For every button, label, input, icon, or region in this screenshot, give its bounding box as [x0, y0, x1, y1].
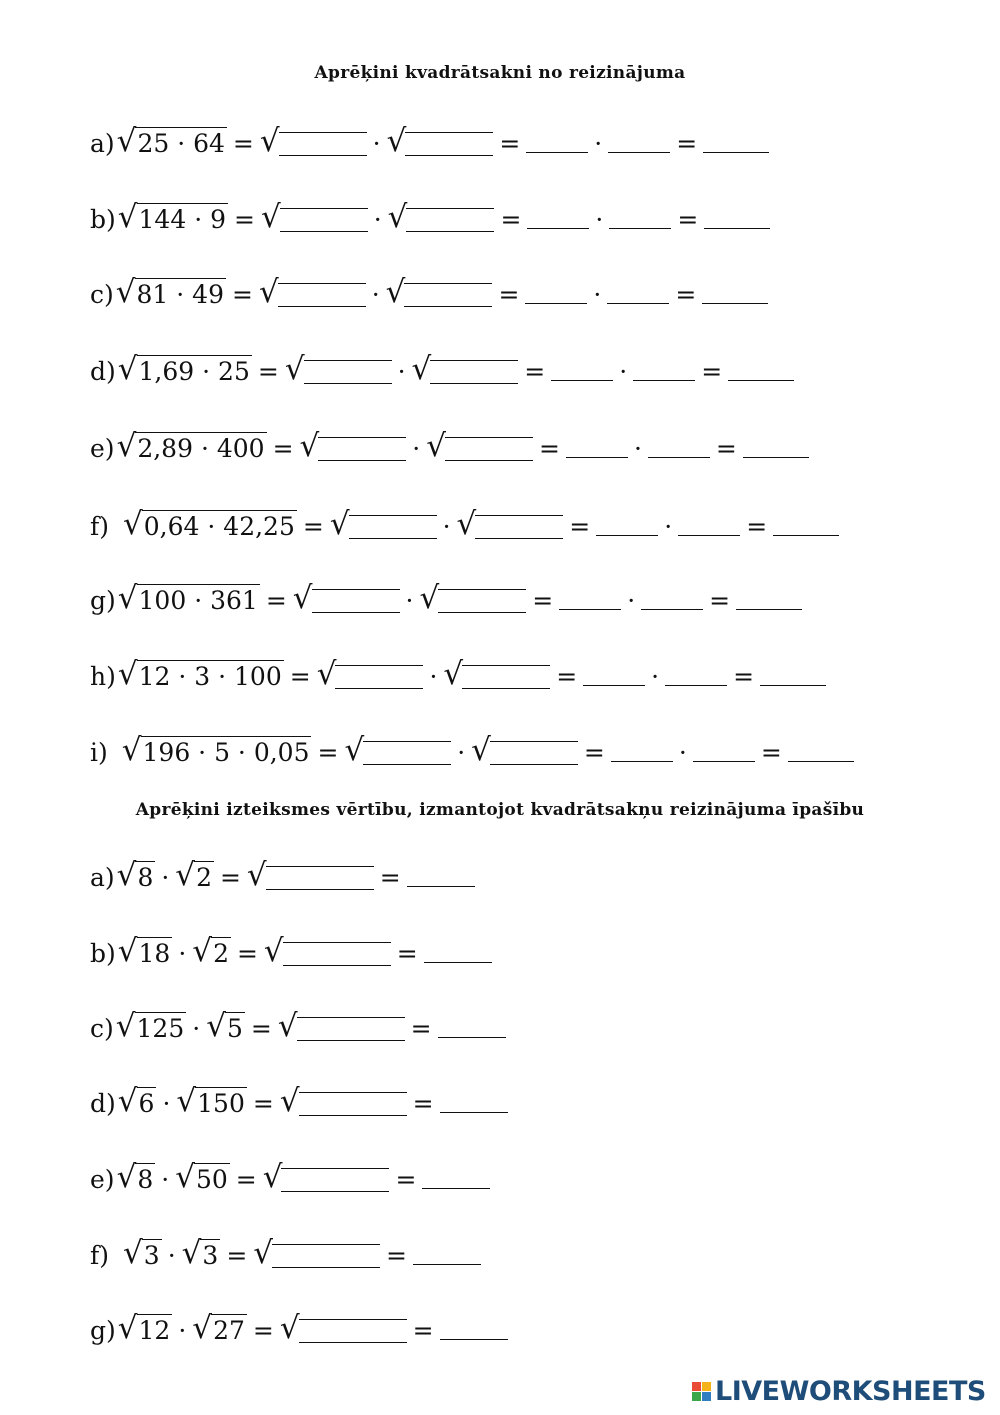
multiply-dot: · — [457, 738, 466, 767]
sqrt-symbol: √ — [258, 273, 279, 310]
equals-sign: = — [250, 1014, 272, 1043]
factor-2-root-input[interactable] — [405, 132, 493, 156]
factor-2-root[interactable] — [387, 198, 495, 235]
equals-sign: = — [733, 662, 755, 691]
equals-sign: = — [226, 1241, 248, 1270]
multiply-dot: · — [192, 1014, 201, 1043]
factor-2-root-input[interactable] — [490, 741, 578, 765]
exercise-row — [90, 645, 826, 692]
exercise-label: g) — [90, 586, 116, 615]
sqrt-symbol: √ — [181, 1234, 202, 1271]
factor-1-root[interactable] — [316, 655, 424, 692]
product-root-input[interactable] — [266, 866, 374, 890]
factor-1-root-input[interactable] — [279, 132, 367, 156]
sqrt-symbol: √ — [253, 1234, 274, 1271]
liveworksheets-logo — [692, 1376, 986, 1406]
expression-radicand: 12 · 3 · 100 — [138, 662, 282, 691]
exercise-row — [90, 846, 475, 893]
first-factor-radical — [115, 1007, 186, 1044]
second-factor-radicand: 3 — [202, 1241, 219, 1270]
factor-1-answer[interactable] — [551, 379, 613, 381]
equals-sign: = — [498, 280, 520, 309]
factor-2-root-input[interactable] — [445, 437, 533, 461]
equals-sign: = — [379, 863, 401, 892]
exercise-label: a) — [90, 863, 115, 892]
sqrt-symbol: √ — [385, 273, 406, 310]
multiply-dot: · — [162, 1089, 171, 1118]
sqrt-symbol: √ — [116, 1158, 137, 1195]
sqrt-symbol: √ — [117, 1309, 138, 1346]
sqrt-symbol: √ — [387, 198, 408, 235]
result-answer[interactable] — [728, 379, 794, 381]
equals-sign: = — [760, 738, 782, 767]
sqrt-symbol: √ — [121, 731, 142, 768]
expression-radicand: 81 · 49 — [136, 280, 224, 309]
factor-1-root-input[interactable] — [363, 741, 451, 765]
expression-radical — [117, 198, 228, 235]
multiply-dot: · — [664, 512, 673, 541]
multiply-dot: · — [627, 586, 636, 615]
sqrt-symbol: √ — [117, 655, 138, 692]
sqrt-symbol: √ — [456, 505, 477, 542]
sqrt-symbol: √ — [175, 1158, 195, 1195]
product-root-input[interactable] — [299, 1319, 407, 1343]
second-factor-radical — [206, 1007, 245, 1044]
liveworksheets-logo-icon — [692, 1382, 711, 1401]
sqrt-symbol: √ — [117, 1082, 138, 1119]
factor-1-root[interactable] — [344, 731, 451, 768]
equals-sign: = — [499, 129, 521, 158]
factor-2-root[interactable] — [443, 655, 550, 692]
multiply-dot: · — [373, 205, 382, 234]
factor-1-root-input[interactable] — [280, 208, 368, 232]
factor-1-answer[interactable] — [596, 534, 658, 536]
factor-2-answer[interactable] — [608, 151, 670, 153]
factor-2-root-input[interactable] — [404, 283, 492, 307]
product-root[interactable] — [263, 932, 391, 969]
sqrt-symbol: √ — [116, 122, 137, 159]
factor-1-root-input[interactable] — [349, 515, 437, 539]
factor-2-root-input[interactable] — [430, 360, 518, 384]
factor-2-root[interactable] — [385, 273, 493, 310]
result-answer[interactable] — [440, 1338, 508, 1340]
factor-1-answer[interactable] — [525, 302, 587, 304]
second-factor-radical — [175, 1158, 230, 1195]
multiply-dot: · — [405, 586, 414, 615]
expression-radicand: 144 · 9 — [138, 205, 226, 234]
expression-radical — [115, 273, 226, 310]
exercise-label: f) — [90, 512, 110, 541]
factor-2-root[interactable] — [426, 427, 533, 464]
equals-sign: = — [556, 662, 578, 691]
result-answer[interactable] — [702, 302, 768, 304]
sqrt-symbol: √ — [206, 1007, 226, 1044]
first-factor-radicand: 125 — [136, 1014, 185, 1043]
multiply-dot: · — [397, 357, 406, 386]
multiply-dot: · — [429, 662, 438, 691]
multiply-dot: · — [371, 280, 380, 309]
factor-2-root-input[interactable] — [406, 208, 494, 232]
exercise-row — [90, 188, 770, 235]
result-answer[interactable] — [788, 760, 854, 762]
exercise-row — [90, 1072, 508, 1119]
factor-1-root[interactable] — [284, 350, 392, 387]
section-2-title: Aprēķini izteiksmes vērtību, izmantojot kvadrātsakņu reizinājuma īpašību — [135, 800, 865, 820]
exercise-row — [90, 569, 802, 616]
equals-sign: = — [532, 586, 554, 615]
factor-1-root[interactable] — [329, 505, 437, 542]
sqrt-symbol: √ — [262, 1158, 283, 1195]
first-factor-radical — [116, 1158, 156, 1195]
result-answer[interactable] — [773, 534, 839, 536]
multiply-dot: · — [678, 738, 687, 767]
equals-sign: = — [677, 205, 699, 234]
result-answer[interactable] — [424, 961, 492, 963]
exercise-label: g) — [90, 1316, 116, 1345]
factor-1-root-input[interactable] — [335, 665, 423, 689]
expression-radical — [123, 505, 297, 542]
result-answer[interactable] — [703, 151, 769, 153]
factor-1-root[interactable] — [299, 427, 407, 464]
result-answer[interactable] — [760, 684, 826, 686]
expression-radicand: 196 · 5 · 0,05 — [142, 738, 310, 767]
equals-sign: = — [539, 434, 560, 463]
equals-sign: = — [701, 357, 723, 386]
second-factor-radicand: 50 — [195, 1165, 228, 1194]
multiply-dot: · — [633, 434, 642, 463]
expression-radical — [117, 579, 260, 616]
sqrt-symbol: √ — [419, 579, 440, 616]
factor-2-root[interactable] — [411, 350, 519, 387]
equals-sign: = — [524, 357, 546, 386]
multiply-dot: · — [651, 662, 660, 691]
result-answer[interactable] — [743, 456, 809, 458]
factor-1-answer[interactable] — [559, 608, 621, 610]
expression-radicand: 2,89 · 400 — [137, 434, 265, 463]
equals-sign: = — [569, 512, 591, 541]
exercise-row — [90, 1224, 481, 1271]
exercise-row — [90, 1148, 490, 1195]
equals-sign: = — [676, 129, 698, 158]
equals-sign: = — [709, 586, 731, 615]
sqrt-symbol: √ — [175, 856, 196, 893]
sqrt-symbol: √ — [284, 350, 305, 387]
result-answer[interactable] — [422, 1187, 490, 1189]
multiply-dot: · — [442, 512, 451, 541]
product-root[interactable] — [279, 1082, 407, 1119]
equals-sign: = — [500, 205, 522, 234]
equals-sign: = — [302, 512, 324, 541]
expression-radicand: 1,69 · 25 — [138, 357, 250, 386]
multiply-dot: · — [593, 280, 602, 309]
equals-sign: = — [289, 662, 311, 691]
multiply-dot: · — [178, 939, 187, 968]
exercise-label: f) — [90, 1241, 110, 1270]
exercise-label: c) — [90, 280, 114, 309]
expression-radicand: 25 · 64 — [137, 129, 225, 158]
sqrt-symbol: √ — [426, 427, 446, 464]
second-factor-radicand: 150 — [197, 1089, 245, 1118]
first-factor-radical — [123, 1234, 162, 1271]
product-root[interactable] — [277, 1007, 405, 1044]
first-factor-radical — [117, 1082, 157, 1119]
factor-2-root[interactable] — [419, 579, 526, 616]
multiply-dot: · — [178, 1316, 187, 1345]
second-factor-radical — [175, 856, 214, 893]
factor-1-root-input[interactable] — [318, 437, 406, 461]
multiply-dot: · — [372, 129, 381, 158]
factor-1-answer[interactable] — [611, 760, 673, 762]
product-root-input[interactable] — [272, 1244, 380, 1268]
sqrt-symbol: √ — [116, 427, 137, 464]
multiply-dot: · — [161, 863, 170, 892]
sqrt-symbol: √ — [123, 1234, 143, 1271]
expression-radical — [117, 350, 252, 387]
multiply-dot: · — [161, 1165, 170, 1194]
result-answer[interactable] — [440, 1111, 508, 1113]
equals-sign: = — [232, 129, 254, 158]
equals-sign: = — [386, 1241, 407, 1270]
factor-1-root[interactable] — [292, 579, 400, 616]
product-root[interactable] — [262, 1158, 390, 1195]
expression-radical — [121, 731, 312, 768]
equals-sign: = — [257, 357, 279, 386]
second-factor-radicand: 2 — [196, 863, 212, 892]
exercise-label: d) — [90, 357, 116, 386]
exercise-label: c) — [90, 1014, 114, 1043]
first-factor-radicand: 8 — [137, 863, 154, 892]
equals-sign: = — [234, 205, 255, 234]
sqrt-symbol: √ — [117, 932, 138, 969]
sqrt-symbol: √ — [117, 350, 138, 387]
factor-2-answer[interactable] — [678, 534, 740, 536]
factor-1-answer[interactable] — [566, 456, 628, 458]
exercise-label: i) — [90, 738, 108, 767]
product-root[interactable] — [246, 856, 374, 893]
product-root[interactable] — [253, 1234, 380, 1271]
product-root-input[interactable] — [283, 942, 391, 966]
equals-sign: = — [715, 434, 737, 463]
first-factor-radical — [117, 932, 173, 969]
sqrt-symbol: √ — [259, 122, 280, 159]
equals-sign: = — [583, 738, 605, 767]
equals-sign: = — [746, 512, 768, 541]
exercise-row — [90, 997, 506, 1044]
expression-radicand: 100 · 361 — [138, 586, 258, 615]
factor-2-root[interactable] — [456, 505, 564, 542]
sqrt-symbol: √ — [329, 505, 350, 542]
multiply-dot: · — [619, 357, 628, 386]
sqrt-symbol: √ — [115, 1007, 136, 1044]
sqrt-symbol: √ — [116, 856, 137, 893]
expression-radical — [116, 427, 267, 464]
result-answer[interactable] — [407, 885, 475, 887]
exercise-row — [90, 1299, 508, 1346]
equals-sign: = — [236, 939, 258, 968]
second-factor-radicand: 5 — [226, 1014, 243, 1043]
exercise-label: e) — [90, 1165, 115, 1194]
exercise-label: h) — [90, 662, 116, 691]
sqrt-symbol: √ — [386, 122, 407, 159]
equals-sign: = — [396, 939, 418, 968]
sqrt-symbol: √ — [316, 655, 337, 692]
exercise-row — [90, 721, 854, 768]
factor-1-root[interactable] — [259, 122, 367, 159]
exercise-label: b) — [90, 205, 116, 234]
equals-sign: = — [675, 280, 697, 309]
equals-sign: = — [252, 1316, 274, 1345]
sqrt-symbol: √ — [192, 932, 213, 969]
exercise-row — [90, 417, 809, 464]
result-answer[interactable] — [736, 608, 802, 610]
sqrt-symbol: √ — [344, 731, 365, 768]
equals-sign: = — [232, 280, 253, 309]
exercise-row — [90, 340, 794, 387]
equals-sign: = — [252, 1089, 274, 1118]
factor-2-root[interactable] — [386, 122, 494, 159]
multiply-dot: · — [594, 129, 603, 158]
sqrt-symbol: √ — [246, 856, 267, 893]
sqrt-symbol: √ — [279, 1309, 300, 1346]
exercise-label: a) — [90, 129, 115, 158]
factor-2-answer[interactable] — [648, 456, 710, 458]
equals-sign: = — [412, 1316, 434, 1345]
factor-1-root-input[interactable] — [278, 283, 366, 307]
factor-2-answer[interactable] — [641, 608, 703, 610]
multiply-dot: · — [595, 205, 604, 234]
sqrt-symbol: √ — [279, 1082, 300, 1119]
sqrt-symbol: √ — [115, 273, 136, 310]
sqrt-symbol: √ — [411, 350, 432, 387]
multiply-dot: · — [167, 1241, 176, 1270]
expression-radical — [117, 655, 284, 692]
sqrt-symbol: √ — [117, 579, 138, 616]
product-root-input[interactable] — [297, 1017, 405, 1041]
factor-2-answer[interactable] — [633, 379, 695, 381]
first-factor-radicand: 6 — [138, 1089, 155, 1118]
product-root[interactable] — [279, 1309, 407, 1346]
first-factor-radical — [117, 1309, 173, 1346]
sqrt-symbol: √ — [123, 505, 143, 542]
sqrt-symbol: √ — [192, 1309, 213, 1346]
expression-radicand: 0,64 · 42,25 — [143, 512, 295, 541]
first-factor-radical — [116, 856, 156, 893]
expression-radical — [116, 122, 227, 159]
first-factor-radicand: 3 — [143, 1241, 160, 1270]
exercise-row — [90, 495, 839, 542]
equals-sign: = — [412, 1089, 434, 1118]
second-factor-radical — [192, 932, 231, 969]
factor-1-answer[interactable] — [583, 684, 645, 686]
second-factor-radicand: 2 — [213, 939, 229, 968]
factor-2-root-input[interactable] — [462, 665, 550, 689]
first-factor-radicand: 8 — [137, 1165, 154, 1194]
result-answer[interactable] — [413, 1263, 481, 1265]
equals-sign: = — [235, 1165, 257, 1194]
exercise-label: b) — [90, 939, 116, 968]
factor-2-answer[interactable] — [665, 684, 727, 686]
exercise-label: e) — [90, 434, 115, 463]
factor-2-root-input[interactable] — [438, 589, 526, 613]
result-answer[interactable] — [704, 227, 770, 229]
sqrt-symbol: √ — [292, 579, 313, 616]
second-factor-radical — [176, 1082, 246, 1119]
factor-2-answer[interactable] — [607, 302, 669, 304]
multiply-dot: · — [412, 434, 421, 463]
second-factor-radical — [181, 1234, 221, 1271]
factor-2-answer[interactable] — [693, 760, 755, 762]
section-1-title: Aprēķini kvadrātsakni no reizinājuma — [314, 63, 686, 83]
sqrt-symbol: √ — [443, 655, 464, 692]
factor-1-answer[interactable] — [527, 227, 589, 229]
equals-sign: = — [265, 586, 287, 615]
exercise-row — [90, 263, 768, 310]
result-answer[interactable] — [438, 1036, 506, 1038]
exercise-label: d) — [90, 1089, 116, 1118]
sqrt-symbol: √ — [176, 1082, 197, 1119]
factor-2-answer[interactable] — [609, 227, 671, 229]
first-factor-radicand: 12 — [138, 1316, 171, 1345]
second-factor-radical — [192, 1309, 247, 1346]
sqrt-symbol: √ — [299, 427, 320, 464]
sqrt-symbol: √ — [263, 932, 284, 969]
product-root-input[interactable] — [299, 1092, 407, 1116]
sqrt-symbol: √ — [260, 198, 281, 235]
factor-1-root-input[interactable] — [312, 589, 400, 613]
sqrt-symbol: √ — [277, 1007, 298, 1044]
factor-2-root[interactable] — [471, 731, 578, 768]
sqrt-symbol: √ — [471, 731, 491, 768]
sqrt-symbol: √ — [117, 198, 138, 235]
first-factor-radicand: 18 — [138, 939, 171, 968]
factor-1-root[interactable] — [260, 198, 368, 235]
factor-1-answer[interactable] — [526, 151, 588, 153]
product-root-input[interactable] — [281, 1168, 389, 1192]
equals-sign: = — [395, 1165, 417, 1194]
factor-2-root-input[interactable] — [475, 515, 563, 539]
factor-1-root-input[interactable] — [304, 360, 392, 384]
equals-sign: = — [219, 863, 241, 892]
equals-sign: = — [410, 1014, 432, 1043]
equals-sign: = — [317, 738, 339, 767]
logo-text: LIVEWORKSHEETS — [715, 1375, 986, 1407]
equals-sign: = — [272, 434, 294, 463]
second-factor-radicand: 27 — [213, 1316, 245, 1345]
exercise-row — [90, 112, 769, 159]
exercise-row — [90, 922, 492, 969]
factor-1-root[interactable] — [258, 273, 366, 310]
